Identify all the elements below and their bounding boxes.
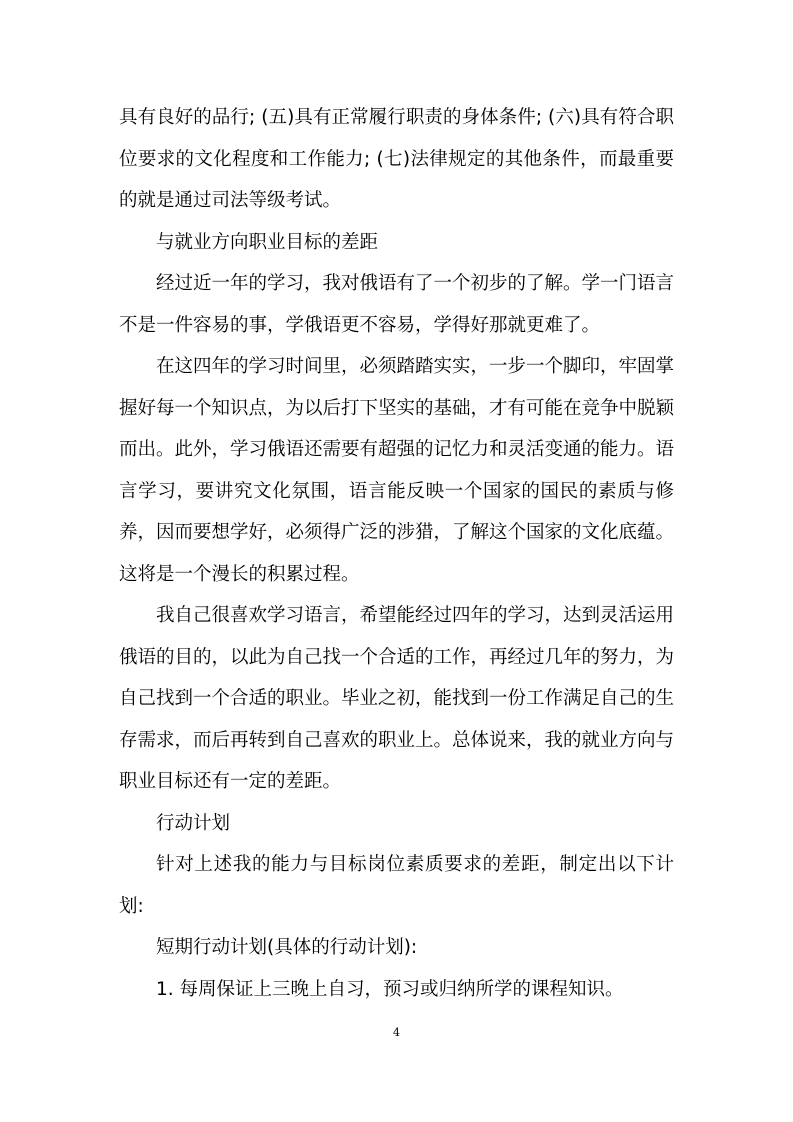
section-heading-action-plan: 行动计划	[156, 812, 231, 834]
paragraph-5: 我自己很喜欢学习语言，希望能经过四年的学习，达到灵活运用俄语的目的，以此为自己找一个合适的工作，再经过几年的努力，为自己找到一个合适的职业。毕业之初，能找到一份工作满足自己的生存需求，而后再转到自己喜欢的职业上。总体说来，我的就业方向与职业目标还有一定的差距。	[119, 605, 675, 792]
paragraph-1: 具有良好的品行; (五)具有正常履行职责的身体条件; (六)具有符合职位要求的文化程度和工作能力; (七)法律规定的其他条件，而最重要的就是通过司法等级考试。	[119, 107, 674, 211]
paragraph-4: 在这四年的学习时间里，必须踏踏实实，一步一个脚印，牢固掌握好每一个知识点，为以后打下坚实的基础，才有可能在竞争中脱颖而出。此外，学习俄语还需要有超强的记忆力和灵活变通的能力。语言学习，要讲究文化氛围，语言能反映一个国家的国民的素质与修养，因而要想学好，必须得广泛的涉猎，了解这个国家的文化底蕴。这将是一个漫长的积累过程。	[119, 356, 675, 585]
paragraph-3: 经过近一年的学习，我对俄语有了一个初步的了解。学一门语言不是一件容易的事，学俄语更不容易，学得好那就更难了。	[119, 273, 675, 336]
paragraph-8: 短期行动计划(具体的行动计划):	[156, 937, 418, 958]
page-number: 4	[393, 1026, 400, 1039]
document-body	[119, 97, 674, 1010]
paragraph-9: 1. 每周保证上三晚上自习，预习或归纳所学的课程知识。	[156, 978, 624, 1000]
paragraph-7: 针对上述我的能力与目标岗位素质要求的差距，制定出以下计划:	[119, 854, 674, 917]
section-heading-gap: 与就业方向职业目标的差距	[156, 231, 379, 253]
